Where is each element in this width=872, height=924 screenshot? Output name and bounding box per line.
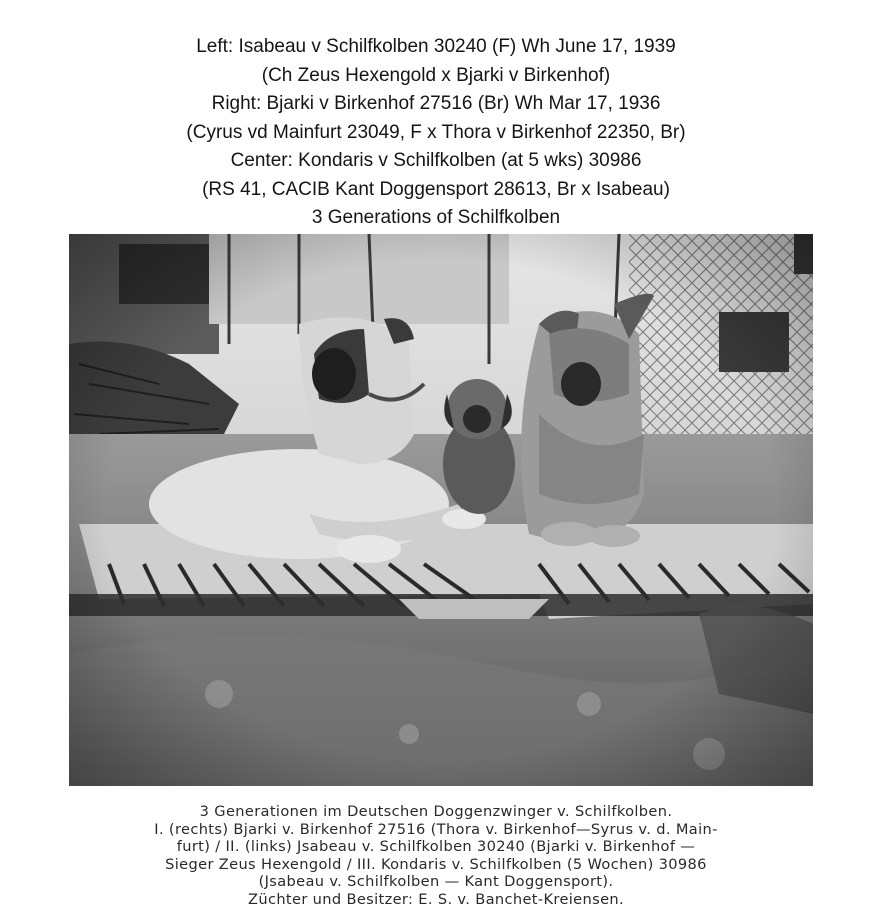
caption-left-dog: Left: Isabeau v Schilfkolben 30240 (F) Wh June 17, 1939 [196,36,676,57]
caption-center-puppy: Center: Kondaris v Schilfkolben (at 5 wks) 30986 [230,150,642,171]
german-caption-title: 3 Generationen im Deutschen Doggenzwinger v. Schilfkolben. [199,803,673,820]
german-caption-line-4: (Jsabeau v. Schilfkolben — Kant Doggensport). [258,873,614,890]
caption-title: 3 Generations of Schilfkolben [311,207,561,228]
german-caption-breeder: Züchter und Besitzer: E. S. v. Banchet-Kreiensen. [248,890,624,908]
printed-german-caption [0,803,872,908]
vintage-photo [69,234,813,786]
caption-block [0,33,872,233]
german-caption-line-1: I. (rechts) Bjarki v. Birkenhof 27516 (Thora v. Birkenhof—Syrus v. d. Main- [154,820,718,838]
german-caption-line-3: Sieger Zeus Hexengold / III. Kondaris v. Schilfkolben (5 Wochen) 30986 [165,855,707,873]
caption-right-dog: Right: Bjarki v Birkenhof 27516 (Br) Wh Mar 17, 1936 [211,93,661,114]
german-caption-line-2: furt) / II. (links) Jsabeau v. Schilfkolben 30240 (Bjarki v. Birkenhof — [176,838,696,855]
caption-right-dog-pedigree: (Cyrus vd Mainfurt 23049, F x Thora v Birkenhof 22350, Br) [186,121,686,143]
caption-center-puppy-pedigree: (RS 41, CACIB Kant Doggensport 28613, Br x Isabeau) [202,178,670,200]
caption-left-dog-pedigree: (Ch Zeus Hexengold x Bjarki v Birkenhof) [261,64,611,86]
photo-illustration [69,234,813,786]
